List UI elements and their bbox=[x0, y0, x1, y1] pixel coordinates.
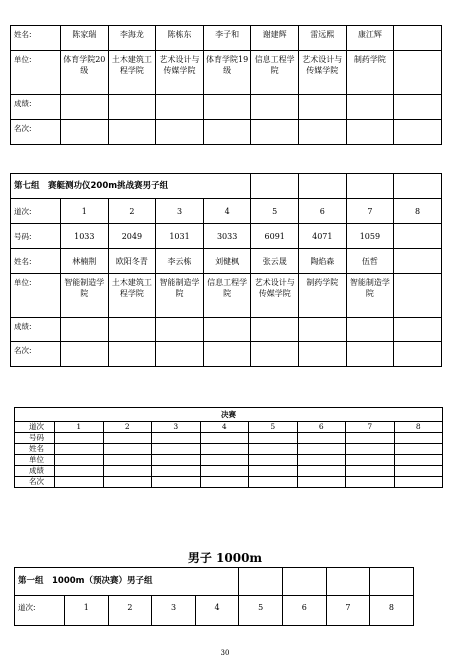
lane-cell: 3 bbox=[152, 596, 196, 626]
name-cell: 雷远熙 bbox=[298, 26, 346, 51]
row-label: 道次: bbox=[15, 596, 65, 626]
lane-cell: 1 bbox=[55, 422, 104, 433]
rank-row bbox=[15, 477, 443, 488]
lane-cell: 8 bbox=[370, 596, 414, 626]
rank-cell bbox=[346, 342, 394, 367]
result-cell bbox=[394, 318, 442, 342]
rank-cell bbox=[203, 342, 251, 367]
unit-cell: 信息工程学院 bbox=[251, 51, 299, 95]
result-cell bbox=[251, 318, 299, 342]
lane-cell: 6 bbox=[297, 422, 346, 433]
name-row bbox=[11, 26, 442, 51]
number-cell: 4071 bbox=[299, 224, 347, 249]
row-label: 成绩: bbox=[11, 95, 61, 120]
result-cell bbox=[61, 318, 109, 342]
name-cell: 刘健枫 bbox=[203, 249, 251, 274]
lane-cell: 2 bbox=[103, 422, 152, 433]
unit-cell: 土木建筑工程学院 bbox=[108, 274, 156, 318]
row-label: 道次 bbox=[15, 422, 55, 433]
rank-cell bbox=[298, 120, 346, 145]
name-cell: 康江辉 bbox=[346, 26, 394, 51]
name-cell bbox=[394, 249, 442, 274]
rank-cell bbox=[251, 342, 299, 367]
result-row bbox=[11, 95, 442, 120]
unit-cell: 艺术设计与传媒学院 bbox=[251, 274, 299, 318]
title-filler bbox=[251, 174, 299, 199]
number-cell: 2049 bbox=[108, 224, 156, 249]
number-cell: 3033 bbox=[203, 224, 251, 249]
name-cell: 陈栋东 bbox=[156, 26, 204, 51]
title-filler bbox=[239, 568, 283, 596]
group-title-row bbox=[11, 174, 442, 199]
lane-cell: 7 bbox=[346, 422, 395, 433]
name-cell: 林楠荆 bbox=[61, 249, 109, 274]
row-label: 号码 bbox=[15, 433, 55, 444]
lane-cell: 6 bbox=[299, 199, 347, 224]
group-title-row bbox=[15, 568, 414, 596]
title-filler bbox=[370, 568, 414, 596]
row-label: 号码: bbox=[11, 224, 61, 249]
title-filler bbox=[282, 568, 326, 596]
result-cell bbox=[61, 95, 109, 120]
unit-row bbox=[11, 274, 442, 318]
rank-cell bbox=[156, 342, 204, 367]
lane-cell: 5 bbox=[249, 422, 298, 433]
name-cell: 张云晟 bbox=[251, 249, 299, 274]
name-cell: 陈家瑞 bbox=[61, 26, 109, 51]
row-label: 单位: bbox=[11, 274, 61, 318]
lane-cell: 1 bbox=[65, 596, 109, 626]
name-row bbox=[11, 249, 442, 274]
section-title: 男子 1000m bbox=[187, 551, 263, 565]
rank-cell bbox=[299, 342, 347, 367]
row-label: 道次: bbox=[11, 199, 61, 224]
name-cell: 李子和 bbox=[203, 26, 251, 51]
lane-cell: 6 bbox=[282, 596, 326, 626]
name-cell: 伍哲 bbox=[346, 249, 394, 274]
lane-cell: 5 bbox=[239, 596, 283, 626]
unit-cell: 体育学院20级 bbox=[61, 51, 109, 95]
unit-cell bbox=[394, 51, 442, 95]
row-label: 姓名: bbox=[11, 26, 61, 51]
lane-cell: 7 bbox=[346, 199, 394, 224]
group-title: 第七组 赛艇测功仪200m挑战赛男子组 bbox=[11, 174, 204, 199]
lane-cell: 4 bbox=[195, 596, 239, 626]
lane-row bbox=[11, 199, 442, 224]
lane-cell: 4 bbox=[203, 199, 251, 224]
lane-row bbox=[15, 596, 414, 626]
result-cell bbox=[346, 95, 394, 120]
title-filler bbox=[203, 174, 251, 199]
result-row bbox=[15, 466, 443, 477]
unit-cell bbox=[394, 274, 442, 318]
row-label: 单位 bbox=[15, 455, 55, 466]
unit-cell: 智能制造学院 bbox=[156, 274, 204, 318]
rank-row bbox=[11, 342, 442, 367]
number-cell: 1031 bbox=[156, 224, 204, 249]
lane-cell: 8 bbox=[394, 422, 443, 433]
unit-cell: 智能制造学院 bbox=[346, 274, 394, 318]
name-cell: 李云栋 bbox=[156, 249, 204, 274]
lane-cell: 8 bbox=[394, 199, 442, 224]
row-label: 单位: bbox=[11, 51, 61, 95]
lane-cell: 4 bbox=[200, 422, 249, 433]
unit-cell: 信息工程学院 bbox=[203, 274, 251, 318]
rank-cell bbox=[346, 120, 394, 145]
name-row bbox=[15, 444, 443, 455]
number-cell: 1033 bbox=[61, 224, 109, 249]
unit-row bbox=[15, 455, 443, 466]
group1-table bbox=[14, 567, 414, 626]
final-table bbox=[14, 407, 443, 488]
rank-cell bbox=[251, 120, 299, 145]
page-number: 30 bbox=[220, 649, 230, 657]
rank-row bbox=[11, 120, 442, 145]
unit-cell: 制药学院 bbox=[299, 274, 347, 318]
result-cell bbox=[394, 95, 442, 120]
unit-cell: 土木建筑工程学院 bbox=[108, 51, 156, 95]
row-label: 名次: bbox=[11, 342, 61, 367]
title-filler bbox=[346, 174, 394, 199]
rank-cell bbox=[61, 120, 109, 145]
lane-cell: 3 bbox=[156, 199, 204, 224]
name-cell bbox=[394, 26, 442, 51]
unit-cell: 制药学院 bbox=[346, 51, 394, 95]
group7-table bbox=[10, 173, 442, 367]
group-title: 第一组 1000m（预决赛）男子组 bbox=[15, 568, 239, 596]
lane-cell: 5 bbox=[251, 199, 299, 224]
name-cell: 李海龙 bbox=[108, 26, 156, 51]
unit-cell: 体育学院19级 bbox=[203, 51, 251, 95]
result-cell bbox=[108, 95, 156, 120]
final-title-row bbox=[15, 408, 443, 422]
name-cell: 谢建辉 bbox=[251, 26, 299, 51]
rank-cell bbox=[394, 342, 442, 367]
rank-cell bbox=[203, 120, 251, 145]
number-row bbox=[11, 224, 442, 249]
row-label: 成绩 bbox=[15, 466, 55, 477]
result-cell bbox=[299, 318, 347, 342]
rank-cell bbox=[394, 120, 442, 145]
lane-row bbox=[15, 422, 443, 433]
number-cell: 6091 bbox=[251, 224, 299, 249]
number-row bbox=[15, 433, 443, 444]
result-cell bbox=[251, 95, 299, 120]
name-cell: 陶焰森 bbox=[299, 249, 347, 274]
row-label: 姓名 bbox=[15, 444, 55, 455]
rank-cell bbox=[108, 120, 156, 145]
title-filler bbox=[299, 174, 347, 199]
lane-cell: 2 bbox=[108, 199, 156, 224]
title-filler bbox=[394, 174, 442, 199]
row-label: 姓名: bbox=[11, 249, 61, 274]
row-label: 名次 bbox=[15, 477, 55, 488]
unit-cell: 艺术设计与传媒学院 bbox=[156, 51, 204, 95]
result-cell bbox=[203, 318, 251, 342]
result-cell bbox=[298, 95, 346, 120]
rank-cell bbox=[61, 342, 109, 367]
lane-cell: 7 bbox=[326, 596, 370, 626]
result-row bbox=[11, 318, 442, 342]
lane-cell: 1 bbox=[61, 199, 109, 224]
final-title: 决赛 bbox=[15, 408, 443, 422]
result-cell bbox=[346, 318, 394, 342]
rank-cell bbox=[156, 120, 204, 145]
result-cell bbox=[156, 318, 204, 342]
unit-cell: 艺术设计与传媒学院 bbox=[298, 51, 346, 95]
unit-row bbox=[11, 51, 442, 95]
result-cell bbox=[203, 95, 251, 120]
heat-table-continued bbox=[10, 25, 442, 145]
lane-cell: 2 bbox=[108, 596, 152, 626]
number-cell: 1059 bbox=[346, 224, 394, 249]
unit-cell: 智能制造学院 bbox=[61, 274, 109, 318]
row-label: 成绩: bbox=[11, 318, 61, 342]
result-cell bbox=[156, 95, 204, 120]
name-cell: 欧阳冬青 bbox=[108, 249, 156, 274]
number-cell bbox=[394, 224, 442, 249]
rank-cell bbox=[108, 342, 156, 367]
result-cell bbox=[108, 318, 156, 342]
row-label: 名次: bbox=[11, 120, 61, 145]
lane-cell: 3 bbox=[152, 422, 201, 433]
title-filler bbox=[326, 568, 370, 596]
